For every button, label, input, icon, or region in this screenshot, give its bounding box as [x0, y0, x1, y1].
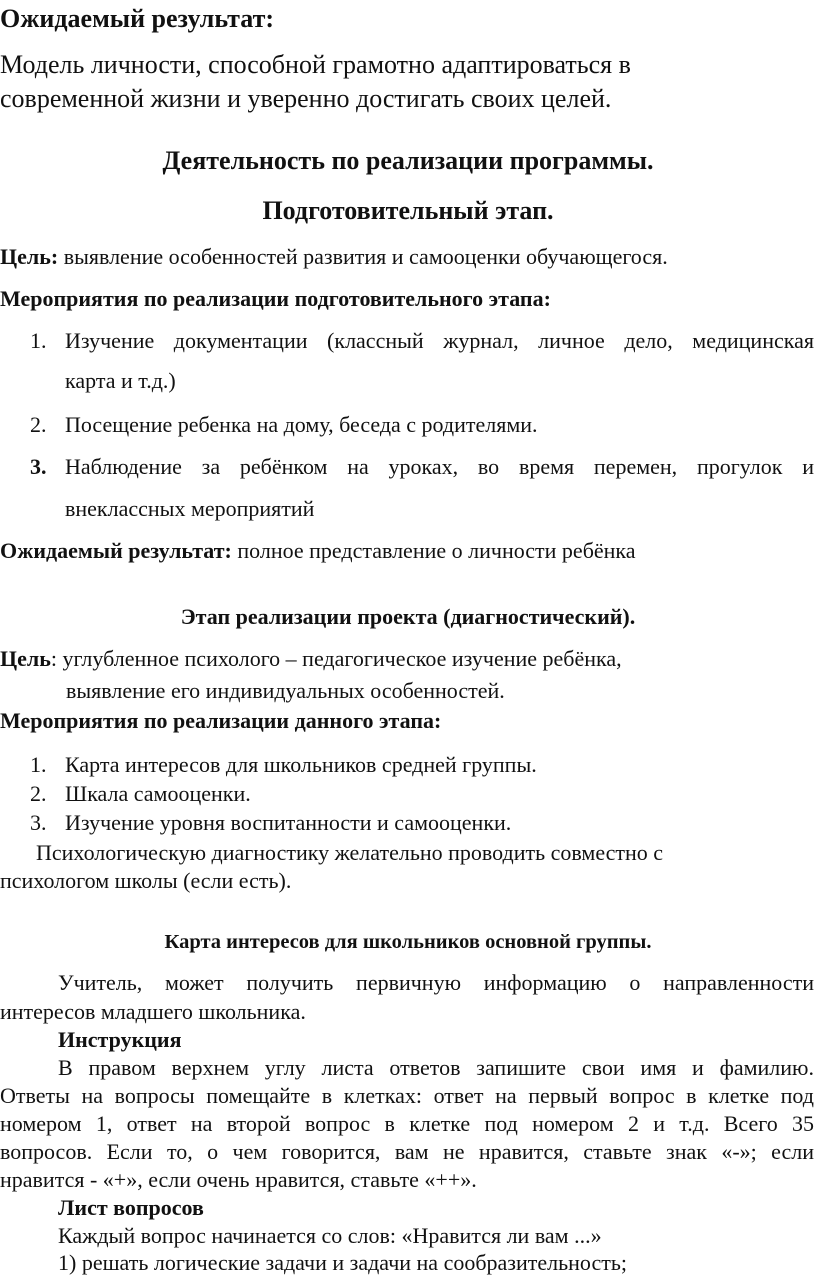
question-1: 1) решать логические задачи и задачи на сообразительность;: [58, 1250, 627, 1275]
instruction-line-2: Ответы на вопросы помещайте в клетках: ответ на первый вопрос в клетке под: [0, 1083, 814, 1108]
instruction-line-4: вопросов. Если то, о чем говорится, вам не нравится, ставьте знак «-»; если: [0, 1139, 814, 1164]
instruction-line-5: нравится - «+», если очень нравится, ставьте «++».: [0, 1167, 477, 1192]
prep-item-1-number: 1.: [30, 328, 47, 353]
prep-item-1-line-1: Изучение документации (классный журнал, личное дело, медицинская: [65, 328, 814, 353]
prep-item-3-number: 3.: [30, 454, 47, 479]
prep-stage-heading: Подготовительный этап.: [262, 196, 554, 225]
prep-item-1-line-2: карта и т.д.): [65, 368, 176, 393]
interest-intro-line-1: Учитель, может получить первичную информацию о направленности: [58, 970, 814, 995]
diag-goal-text-1: : углубленное психолого – педагогическое изучение ребёнка,: [50, 646, 622, 671]
interest-intro-line-2: интересов младшего школьника.: [0, 999, 306, 1024]
prep-activities-heading: Мероприятия по реализации подготовительного этапа:: [0, 286, 551, 311]
diag-note-line-2: психологом школы (если есть).: [0, 868, 292, 893]
prep-item-2-line-1: Посещение ребенка на дому, беседа с родителями.: [65, 412, 538, 437]
prep-result-label: Ожидаемый результат:: [0, 538, 232, 563]
prep-result-text: полное представление о личности ребёнка: [231, 538, 636, 563]
diag-item-3-text: Изучение уровня воспитанности и самооценки.: [65, 810, 512, 835]
diag-item-1-text: Карта интересов для школьников средней группы.: [65, 752, 537, 777]
diag-item-3-number: 3.: [30, 810, 47, 835]
prep-item-2-number: 2.: [30, 412, 47, 437]
instruction-line-3: номером 1, ответ на второй вопрос в клетке под номером 2 и т.д. Всего 35: [0, 1111, 814, 1136]
expected-result-line-1: Модель личности, способной грамотно адаптироваться в: [0, 50, 631, 79]
prep-item-3-line-2: внеклассных мероприятий: [65, 496, 315, 521]
instruction-line-1: В правом верхнем углу листа ответов запишите свои имя и фамилию.: [58, 1055, 814, 1080]
instruction-heading: Инструкция: [58, 1027, 182, 1052]
prep-result: [0, 538, 636, 564]
expected-result-line-2: современной жизни и уверенно достигать своих целей.: [0, 84, 612, 113]
diag-activities-heading: Мероприятия по реализации данного этапа:: [0, 708, 442, 733]
prep-goal: [0, 244, 668, 270]
prep-goal-label: Цель:: [0, 244, 59, 269]
diag-stage-heading: Этап реализации проекта (диагностический).: [180, 604, 636, 629]
diag-goal-line-1: [0, 646, 622, 672]
diag-item-1-number: 1.: [30, 752, 47, 777]
diag-item-2-number: 2.: [30, 781, 47, 806]
program-heading: Деятельность по реализации программы.: [162, 146, 654, 175]
diag-goal-line-2: выявление его индивидуальных особенностей.: [66, 678, 505, 703]
diag-note-line-1: Психологическую диагностику желательно проводить совместно с: [36, 840, 664, 865]
diag-goal-label: Цель: [0, 646, 51, 671]
questions-heading: Лист вопросов: [58, 1195, 204, 1220]
questions-intro: Каждый вопрос начинается со слов: «Нравится ли вам ...»: [58, 1223, 602, 1248]
diag-item-2-text: Шкала самооценки.: [65, 781, 251, 806]
prep-goal-text: выявление особенностей развития и самооценки обучающегося.: [58, 244, 668, 269]
expected-result-heading: Ожидаемый результат:: [0, 4, 275, 33]
interest-map-heading: Карта интересов для школьников основной группы.: [164, 931, 652, 953]
prep-item-3-line-1: Наблюдение за ребёнком на уроках, во время перемен, прогулок и: [65, 454, 814, 479]
